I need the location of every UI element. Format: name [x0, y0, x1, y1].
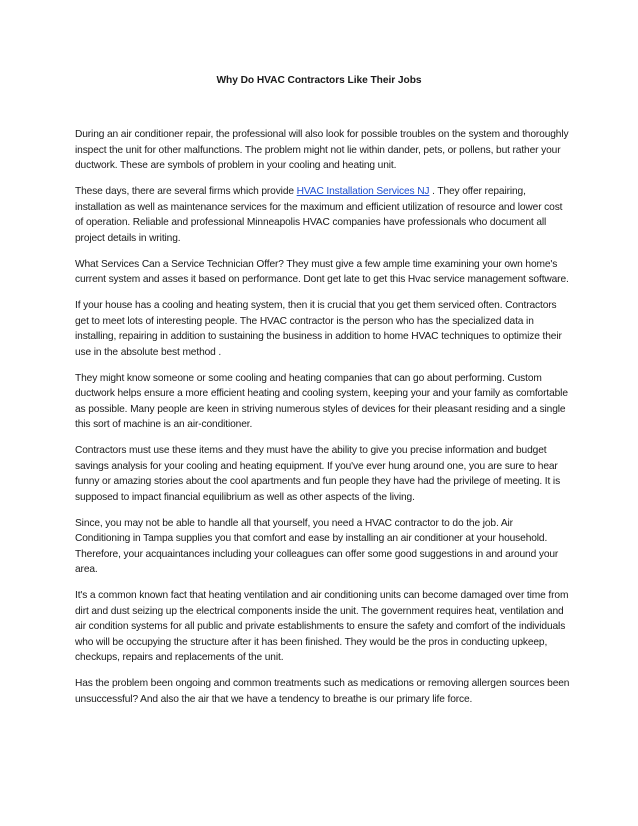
hvac-installation-link[interactable]: HVAC Installation Services NJ — [296, 186, 430, 197]
paragraph-2 — [75, 184, 570, 246]
paragraph-9: Has the problem been ongoing and common treatments such as medications or removing allergen sources been unsuccessful? And also the air that we have a tendency to breathe is our primary life force. — [75, 678, 570, 705]
paragraph-2-before-link: These days, there are several firms which provide — [75, 186, 297, 197]
paragraph-6: Contractors must use these items and they must have the ability to give you precise information and budget savings analysis for your cooling and heating equipment. If you've ever hung around one, you are sure to hear funny or amazing stories about the cool apartments and fun people they have had the privilege of meeting. It is supposed to impact financial equilibrium as well as other aspects of the living. — [75, 445, 561, 503]
paragraph-8: It's a common known fact that heating ventilation and air conditioning units can become damaged over time from dirt and dust seizing up the electrical components inside the unit. The government requires heat, ventilation and air condition systems for all public and private establishments to ensure the safety and comfort of the individuals who will be occupying the structure after it has been finished. They would be the pros in conducting upkeep, checkups, repairs and replacements of the unit. — [75, 590, 569, 663]
page-title: Why Do HVAC Contractors Like Their Jobs — [216, 75, 422, 86]
paragraph-7: Since, you may not be able to handle all that yourself, you need a HVAC contractor to do the job. Air Conditioning in Tampa supplies you that comfort and ease by installing an air conditioner at your household. Therefore, your acquaintances including your colleagues can offer some good suggestions in and around your area. — [75, 517, 559, 575]
paragraph-5: They might know someone or some cooling and heating companies that can go about performing. Custom ductwork helps ensure a more efficient heating and cooling system, keeping your and your family as comfortable as possible. Many people are keen in striving numerous styles of devices for their pleasant residing and a single this sort of machine is an air-conditioner. — [75, 372, 568, 430]
paragraph-4: If your house has a cooling and heating system, then it is crucial that you get them serviced often. Contractors get to meet lots of interesting people. The HVAC contractor is the person who has the specialized data in installing, repairing in addition to sustaining the business in addition to home HVAC techniques to optimize their use in the absolute best method . — [75, 300, 562, 358]
paragraph-1: During an air conditioner repair, the professional will also look for possible troubles on the system and thoroughly inspect the unit for other malfunctions. The problem might not lie within dander, pets, or pollens, but rather your ductwork. These are symbols of problem in your cooling and heating unit. — [75, 129, 569, 171]
document-body — [75, 127, 570, 718]
paragraph-3: What Services Can a Service Technician Offer? They must give a few ample time examining your own home's current system and asses it based on performance. Dont get late to get this Hvac service management software. — [75, 258, 569, 285]
paragraph-2-after-link: . They offer repairing, installation as well as maintenance services for the maximum and efficient utilization of resource and lower cost of operation. Reliable and professional Minneapolis HVAC companies have professionals who document all project details in writing. — [75, 186, 563, 244]
